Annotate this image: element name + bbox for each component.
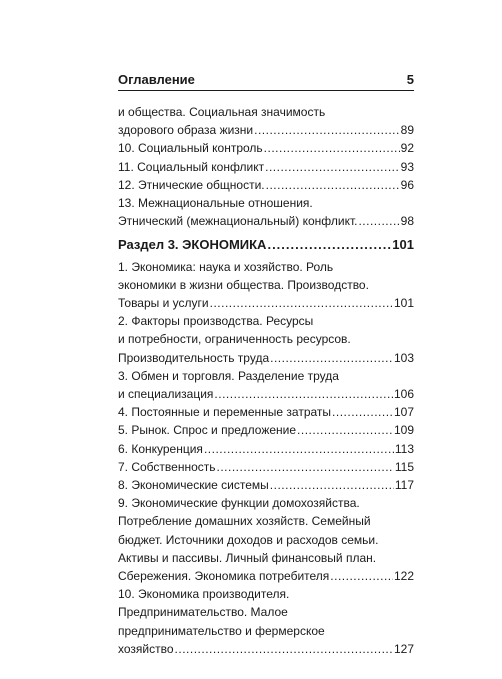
toc-entry-page-number: 127 [393,641,414,656]
toc-entry-page-number: 89 [400,123,414,138]
toc-entry [118,440,414,458]
toc-entry-line: и общества. Социальная значимость [118,105,326,119]
toc-entry-text: Товары и услуги [118,296,209,311]
toc-entry-page-number: 106 [393,387,414,402]
toc-entry [118,403,414,421]
dot-leader [330,567,393,585]
toc-page [118,72,414,658]
toc-entry-page-number: 101 [393,296,414,311]
toc-entry [118,294,414,312]
toc-entry [118,385,414,403]
toc-group-bottom [118,258,414,658]
header-title: Оглавление [118,72,195,87]
toc-entry-text: 11. Социальный конфликт [118,159,265,174]
toc-entry [118,158,414,176]
toc-entry-line: Потребление домашних хозяйств. Семейный [118,514,371,529]
toc-entry-text: здорового образа жизни [118,123,254,138]
toc-entry-text: 12. Этнические общности. [118,177,265,192]
toc-entry-line: экономики в жизни общества. Производство. [118,277,369,292]
toc-entry-text: 4. Постоянные и переменные затраты [118,405,332,420]
toc-entry [118,121,414,139]
toc-entry [118,139,414,157]
toc-entry-page-number: 115 [394,459,414,474]
toc-entry-line: Предпринимательство. Малое [118,605,288,620]
section-page-number: 101 [392,237,414,253]
toc-entry-text: Производительность труда [118,350,270,365]
toc-section-heading [118,236,414,254]
dot-leader [358,212,399,230]
toc-entry-line: 2. Факторы производства. Ресурсы [118,314,314,329]
dot-leader [254,121,400,139]
section-title: Раздел 3. ЭКОНОМИКА [118,237,267,253]
toc-entry-line: бюджет. Источники доходов и расходов семьи. [118,532,379,547]
toc-entry-page-number: 117 [394,478,414,493]
dot-leader [270,349,393,367]
toc-entry-text: 8. Экономические системы [118,478,269,493]
toc-entry [118,349,414,367]
dot-leader [297,421,393,439]
dot-leader [264,139,400,157]
toc-entry-text: 7. Собственность [118,459,216,474]
toc-entry-page-number: 96 [400,177,414,192]
toc-entry-text: и специализация [118,387,214,402]
toc-entry-line: и потребности, ограниченность ресурсов. [118,332,351,347]
toc-entry [118,476,414,494]
toc-entry-page-number: 103 [393,350,414,365]
dot-leader [332,403,393,421]
dot-leader [217,458,394,476]
toc-entry [118,458,414,476]
toc-entry-text: хозяйство [118,641,174,656]
toc-entry-line: 1. Экономика: наука и хозяйство. Роль [118,259,334,274]
toc-group-top [118,103,414,230]
toc-entry [118,640,414,658]
header-page-number: 5 [406,72,414,87]
toc-entry-text: 10. Социальный контроль [118,141,263,156]
toc-entry-page-number: 92 [400,141,414,156]
toc-entry-page-number: 98 [400,214,414,229]
dot-leader [266,176,400,194]
toc-entry [118,567,414,585]
toc-entry [118,176,414,194]
dot-leader [270,476,394,494]
page-header [118,72,414,91]
dot-leader [267,236,391,254]
toc-entry-page-number: 109 [393,423,414,438]
table-of-contents [118,103,414,658]
dot-leader [210,294,393,312]
toc-entry-page-number: 122 [393,569,414,584]
toc-entry-text: Сбережения. Экономика потребителя [118,569,330,584]
toc-entry-text: Этнический (межнациональный) конфликт. [118,214,358,229]
toc-entry-page-number: 113 [394,441,414,456]
toc-entry-text: 5. Рынок. Спрос и предложение [118,423,297,438]
toc-entry [118,421,414,439]
toc-entry-page-number: 107 [393,405,414,420]
dot-leader [204,440,394,458]
dot-leader [175,640,393,658]
toc-entry-line: предпринимательство и фермерское [118,623,325,638]
toc-entry-line: 3. Обмен и торговля. Разделение труда [118,368,339,383]
toc-entry-line: 10. Экономика производителя. [118,587,290,602]
toc-entry [118,212,414,230]
toc-entry-line: 13. Межнациональные отношения. [118,196,313,211]
toc-entry-line: 9. Экономические функции домохозяйства. [118,496,360,511]
dot-leader [214,385,393,403]
toc-entry-page-number: 93 [400,159,414,174]
toc-entry-text: 6. Конкуренция [118,441,203,456]
dot-leader [265,158,400,176]
toc-entry-line: Активы и пассивы. Личный финансовый план. [118,550,377,565]
